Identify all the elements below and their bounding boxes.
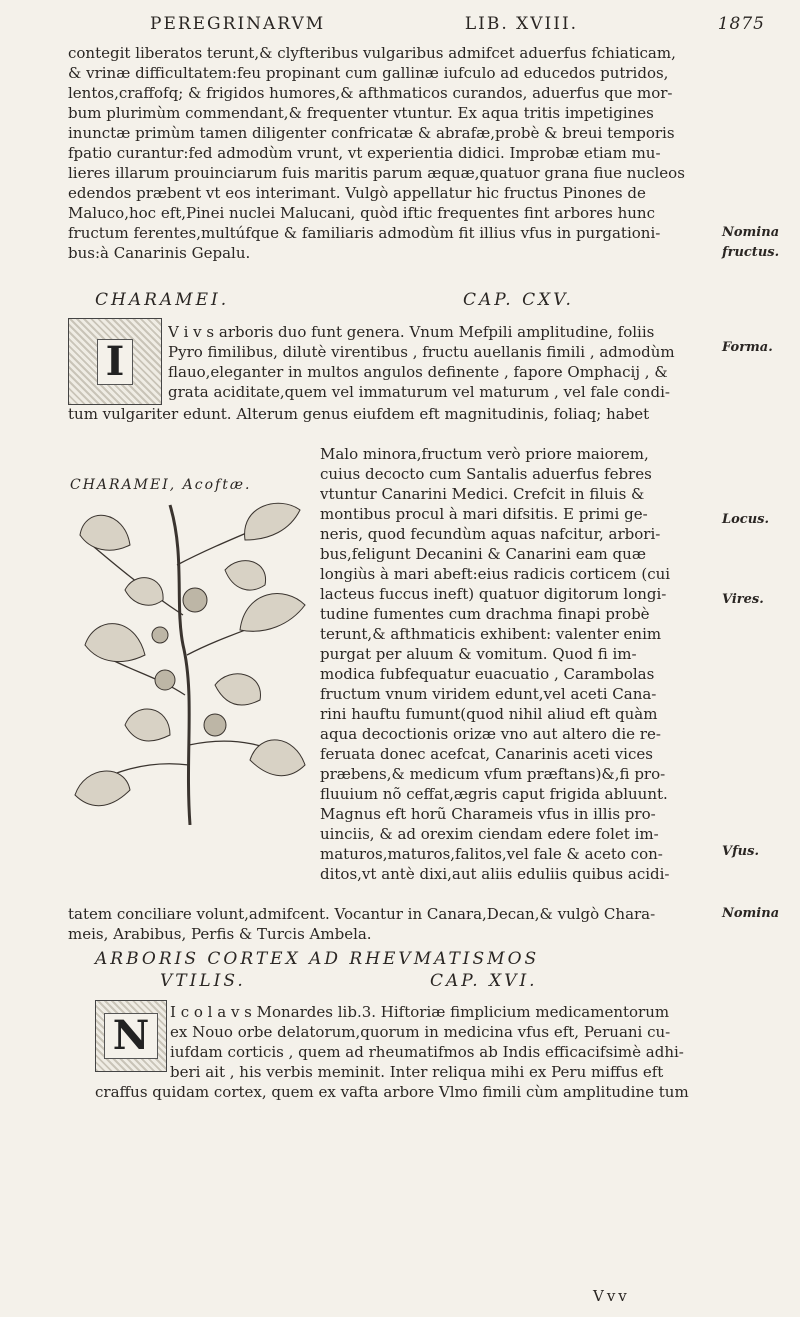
text-line: iufdam corticis , quem ad rheumatifmos ab Indis efficacifsimè adhi- [170,1043,684,1061]
section1-intro [168,322,713,402]
running-title: PEREGRINARVM [150,14,326,34]
text-line: Malo minora,fructum verò priore maiorem, [320,445,649,463]
text-line: V i v s arboris duo funt genera. Vnum Mefpili amplitudine, foliis [168,323,655,341]
section2-intro [170,1002,715,1082]
text-line: fructum ferentes,multúfque & familiaris admodùm fit illius vfus in purgationi- [68,224,661,242]
text-line: inunctæ primùm tamen diligenter confricatæ & abrafæ,probè & breui temporis [68,124,675,142]
text-line: flauo,eleganter in multos angulos definente , fapore Omphacij , & [168,363,668,381]
chapter-heading-arboris: ARBORIS CORTEX AD RHEVMATISMOS [95,949,540,969]
text-line: uinciis, & ad orexim ciendam edere folet im- [320,825,659,843]
text-line: tatem conciliare volunt,admifcent. Vocantur in Canara,Decan,& vulgò Chara- [68,905,656,923]
text-line: modica fubfequatur euacuatio , Carambolas [320,665,655,683]
section1-right-column [320,444,715,884]
section1-closing [68,904,713,944]
text-line: montibus procul à mari difsitis. E primi ge- [320,505,648,523]
margin-note-nomina-2: Nomina [722,906,780,921]
dropcap-ornament-2 [95,1000,167,1072]
margin-note-vfus: Vfus. [722,844,759,859]
text-line: cuius decocto cum Santalis aduerfus febres [320,465,652,483]
text-line: Maluco,hoc eft,Pinei nuclei Malucani, quòd iftic frequentes fint arbores hunc [68,204,655,222]
text-line: bus:à Canarinis Gepalu. [68,244,251,262]
dropcap-letter: I [97,339,134,385]
text-line: contegit liberatos terunt,& clyfteribus vulgaribus admifcet aduerfus fchiaticam, [68,44,676,62]
text-line: fluuium nõ ceffat,ægris caput frigida abluunt. [320,785,668,803]
chapter-number-xvi: CAP. XVI. [430,971,538,991]
chapter-heading-vtilis: VTILIS. [160,971,246,991]
page-number: 1875 [717,14,765,34]
text-line: Pyro fimilibus, dilutè virentibus , fructu auellanis fimili , admodùm [168,343,675,361]
text-line: maturos,maturos,falitos,vel fale & aceto con- [320,845,663,863]
text-line: beri ait , his verbis meminit. Inter reliqua mihi ex Peru miffus eft [170,1063,664,1081]
text-line: bum plurimùm commendant,& frequenter vtuntur. Ex aqua tritis impetigines [68,104,654,122]
text-line: & vrinæ difficultatem:feu propinant cum gallinæ iufculo ad educedos putridos, [68,64,669,82]
text-line: purgat per aluum & vomitum. Quod fi im- [320,645,637,663]
running-header [150,14,765,34]
text-line: præbens,& medicum vfum præftans)&,fi pro- [320,765,666,783]
text-line: craffus quidam cortex, quem ex vafta arbore Vlmo fimili cùm amplitudine tum [95,1083,689,1101]
chapter-number-cxv: CAP. CXV. [463,290,574,310]
text-line: I c o l a v s Monardes lib.3. Hiftoriæ fimplicium medicamentorum [170,1003,670,1021]
text-line: tudine fumentes cum drachma finapi probè [320,605,650,623]
text-line: tum vulgariter edunt. Alterum genus eiufdem eft magnitudinis, foliaq; habet [68,405,650,423]
text-line: edendos præbent vt eos interimant. Vulgò appellatur hic fructus Pinones de [68,184,646,202]
margin-note-vires: Vires. [722,592,764,607]
margin-note-forma: Forma. [722,340,773,355]
section1-full-line [68,404,713,424]
text-line: feruata donec acefcat, Canarinis aceti vices [320,745,653,763]
text-line: terunt,& afthmaticis exhibent: valenter enim [320,625,662,643]
section2-full-line [95,1082,715,1102]
text-line: fpatio curantur:fed admodùm vrunt, vt experientia didici. Improbæ etiam mu- [68,144,661,162]
dropcap-ornament [68,318,162,405]
text-line: bus,feligunt Decanini & Canarini eam quæ [320,545,646,563]
text-line: ditos,vt antè dixi,aut aliis eduliis quibus acidi- [320,865,670,883]
botanical-illustration [65,495,315,825]
signature-mark: Vvv [593,1287,630,1305]
text-line: longiùs à mari abeft:eius radicis corticem (cui [320,565,671,583]
text-line: lentos,craffofq; & frigidos humores,& afthmaticos curandos, aduerfus que mor- [68,84,673,102]
text-line: rini hauftu fumunt(quod nihil aliud eft quàm [320,705,658,723]
text-line: lieres illarum prouinciarum fuis maritis parum æquæ,quatuor grana fiue nucleos [68,164,685,182]
margin-note-locus: Locus. [722,512,770,527]
text-line: vtuntur Canarini Medici. Crefcit in filuis & [320,485,645,503]
text-line: ex Nouo orbe delatorum,quorum in medicina vfus eft, Peruani cu- [170,1023,671,1041]
dropcap-letter-2: N [104,1013,159,1059]
text-line: aqua decoctionis orizæ vno aut altero die re- [320,725,661,743]
text-line: grata aciditate,quem vel immaturum vel maturum , vel fale condi- [168,383,670,401]
text-line: fructum vnum viridem edunt,vel aceti Cana- [320,685,657,703]
margin-note-fructus: fructus. [722,245,780,260]
text-line: meis, Arabibus, Perfis & Turcis Ambela. [68,925,372,943]
text-line: neris, quod fecundùm aquas nafcitur, arbori- [320,525,661,543]
book-label: LIB. XVIII. [464,14,579,34]
text-line: Magnus eft horũ Charameis vfus in illis pro- [320,805,656,823]
text-line: lacteus fuccus ineft) quatuor digitorum longi- [320,585,667,603]
illustration-caption: CHARAMEI, Acoftæ. [70,477,252,493]
chapter-heading-charamei: CHARAMEI. [95,290,230,310]
top-paragraph [68,43,713,263]
margin-note-nomina: Nomina [722,225,780,240]
